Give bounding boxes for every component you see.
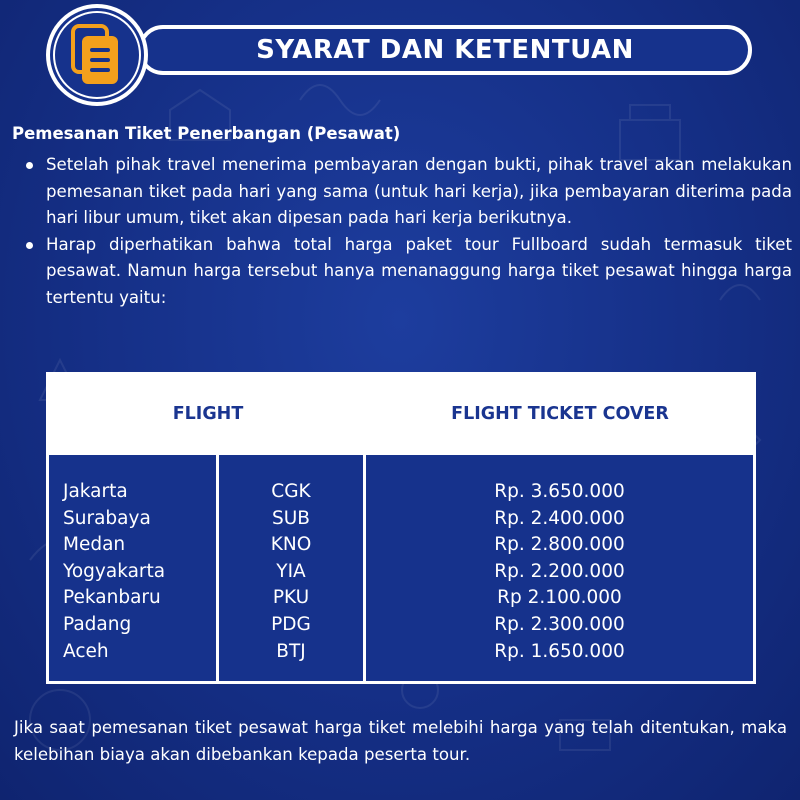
city-cell: Medan (63, 534, 126, 556)
price-cell: Rp 2.100.000 (497, 587, 622, 609)
price-cell: Rp. 2.200.000 (494, 560, 625, 582)
city-cell: Surabaya (63, 507, 151, 529)
flight-table (46, 372, 756, 684)
price-cell: Rp. 2.300.000 (494, 613, 625, 635)
header-icon-badge (46, 4, 148, 106)
bullet-text: Harap diperhatikan bahwa total harga paket tour Fullboard sudah termasuk tiket pesawat. Namun harga tersebut hanya menanaggung harga tiket pesawat hingga harga tertentu yaitu: (46, 234, 792, 307)
bullet-dot (26, 162, 33, 169)
price-cell: Rp. 3.650.000 (494, 481, 625, 502)
price-cell: Rp. 2.400.000 (494, 507, 625, 529)
price-cell: Rp. 1.650.000 (494, 640, 625, 662)
bullet-list (22, 152, 792, 311)
code-column (219, 479, 363, 665)
code-cell: CGK (271, 481, 311, 502)
city-cell: Jakarta (63, 481, 128, 502)
city-cell: Yogyakarta (63, 560, 166, 582)
bullet-text: Setelah pihak travel menerima pembayaran dengan bukti, pihak travel akan melakukan pemesanan tiket pada hari yang sama (untuk hari kerja), jika pembayaran diterima pada hari libur umum, tiket akan dipesan pada hari kerja berikutnya. (46, 155, 792, 227)
page-title: SYARAT DAN KETENTUAN (256, 35, 634, 65)
price-cell: Rp. 2.800.000 (494, 534, 625, 556)
price-column (366, 479, 753, 665)
code-cell: PKU (272, 587, 310, 609)
document-list-icon (46, 4, 148, 106)
table-header-flight: FLIGHT (172, 404, 244, 424)
code-cell: KNO (270, 534, 312, 556)
city-cell: Aceh (63, 640, 109, 662)
footer-note: Jika saat pemesanan tiket pesawat harga tiket melebihi harga yang telah ditentukan, maka kelebihan biaya akan dibebankan kepada peserta tour. (14, 718, 787, 764)
code-cell: BTJ (276, 640, 306, 662)
city-cell: Padang (63, 613, 132, 635)
city-cell: Pekanbaru (63, 587, 161, 609)
table-header-row (49, 375, 753, 455)
header-bar (138, 25, 752, 75)
city-column (63, 479, 213, 665)
code-cell: PDG (271, 613, 311, 635)
code-cell: SUB (272, 507, 310, 529)
bullet-item (22, 152, 792, 232)
table-header-ticket-cover: FLIGHT TICKET COVER (451, 404, 669, 424)
section-title: Pemesanan Tiket Penerbangan (Pesawat) (12, 124, 401, 143)
code-cell: YIA (276, 560, 306, 582)
bullet-item (22, 232, 792, 312)
bullet-dot (26, 242, 33, 249)
